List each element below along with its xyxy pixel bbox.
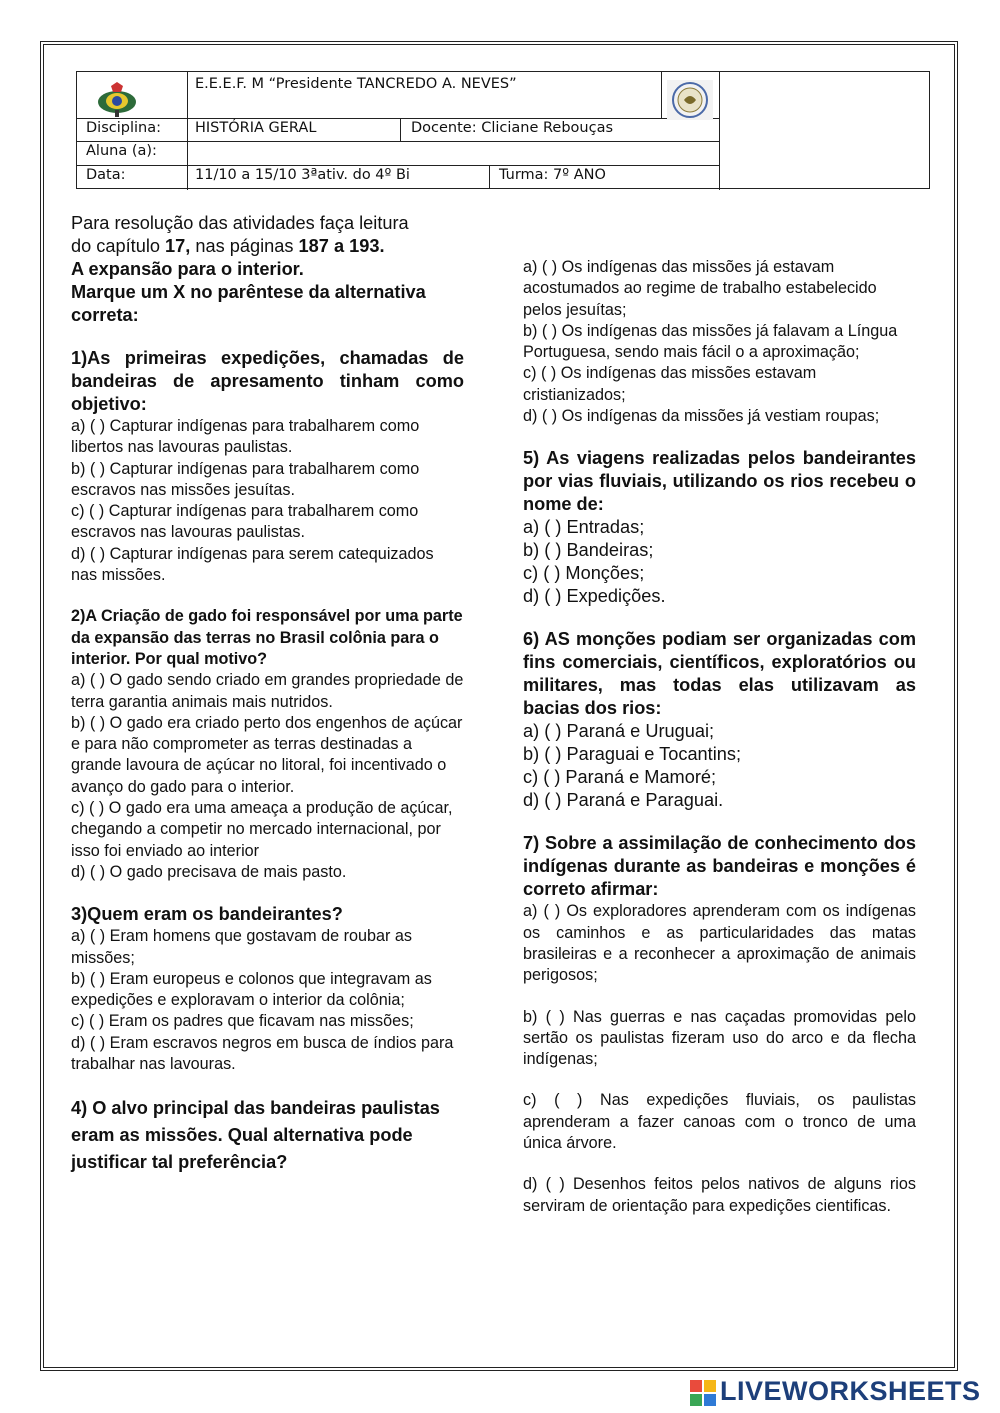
disciplina-label: Disciplina: (86, 120, 161, 136)
intro-topic: A expansão para o interior. (71, 259, 304, 279)
q1-option-b[interactable]: b) ( ) Capturar indígenas para trabalharem como escravos nas missões jesuítas. (71, 459, 420, 499)
q6-option-c[interactable]: c) ( ) Paraná e Mamoré; (523, 767, 717, 788)
q2-option-a[interactable]: a) ( ) O gado sendo criado em grandes propriedade de terra garantia animais mais nutridos. (71, 671, 464, 711)
q6-question: 6) AS monções podiam ser organizadas com fins comerciais, científicos, exploratórios ou militares, mas todas elas utilizavam as bacias dos rios: (523, 629, 916, 719)
q5-option-c[interactable]: c) ( ) Monções; (523, 563, 645, 584)
q4-option-d[interactable]: d) ( ) Os indígenas da missões já vestiam roupas; (523, 407, 880, 426)
q6-option-d[interactable]: d) ( ) Paraná e Paraguai. (523, 790, 724, 811)
school-crest-icon (95, 80, 139, 118)
q2-option-d[interactable]: d) ( ) O gado precisava de mais pasto. (71, 862, 347, 881)
intro-line-2: do capítulo 17, nas páginas 187 a 193. (71, 236, 385, 256)
q3-option-c[interactable]: c) ( ) Eram os padres que ficavam nas missões; (71, 1012, 414, 1031)
q1-option-d[interactable]: d) ( ) Capturar indígenas para serem catequizados nas missões. (71, 544, 434, 585)
q3-option-d[interactable]: d) ( ) Eram escravos negros em busca de índios para trabalhar nas lavouras. (71, 1033, 454, 1074)
data-value: 11/10 a 15/10 3ªativ. do 4º Bi (195, 167, 410, 183)
q4-question: 4) O alvo principal das bandeiras paulistas eram as missões. Qual alternativa pode justificar tal preferência? (71, 1098, 440, 1173)
q7-option-d[interactable]: d) ( ) Desenhos feitos pelos nativos de alguns rios serviram de orientação para expedições cientificas. (523, 1175, 916, 1215)
q6-option-a[interactable]: a) ( ) Paraná e Uruguai; (523, 721, 715, 742)
q7-option-b[interactable]: b) ( ) Nas guerras e nas caçadas promovidas pelo sertão os paulistas fizeram uso do arco e da flecha indígenas; (523, 1007, 916, 1069)
q4-option-c[interactable]: c) ( ) Os indígenas das missões estavam cristianizados; (523, 364, 817, 404)
docente-value: Docente: Cliciane Rebouças (411, 120, 614, 136)
q7-question: 7) Sobre a assimilação de conhecimento dos indígenas durante as bandeiras e monções é correto afirmar: (523, 833, 916, 900)
intro-line-1: Para resolução das atividades faça leitura (71, 213, 409, 233)
q2-option-c[interactable]: c) ( ) O gado era uma ameaça a produção de açúcar, chegando a competir no mercado internacional, por isso foi enviado ao interior (71, 799, 453, 860)
q4-option-a[interactable]: a) ( ) Os indígenas das missões já estavam acostumados ao regime de trabalho estabelecido pelos jesuítas; (523, 258, 877, 319)
disciplina-value: HISTÓRIA GERAL (195, 120, 317, 136)
q2-question: 2)A Criação de gado foi responsável por uma parte da expansão das terras no Brasil colônia para o interior. Por qual motivo? (71, 607, 463, 668)
emblem-icon (667, 80, 713, 120)
q3-question: 3)Quem eram os bandeirantes? (71, 904, 343, 925)
data-label: Data: (86, 167, 126, 183)
intro-instruction: Marque um X no parêntese da alternativa correta: (71, 282, 426, 325)
q1-question: 1)As primeiras expedições, chamadas de bandeiras de apresamento tinham como objetivo: (71, 348, 464, 414)
q5-option-a[interactable]: a) ( ) Entradas; (523, 517, 645, 538)
q1-option-c[interactable]: c) ( ) Capturar indígenas para trabalharem como escravos nas lavouras paulistas. (71, 502, 419, 542)
aluna-label: Aluna (a): (86, 143, 157, 159)
q7-option-a[interactable]: a) ( ) Os exploradores aprenderam com os indígenas os caminhos e as particularidades das matas brasileiras e a reconhecer a aproximação de animais perigosos; (523, 902, 916, 985)
liveworksheets-brand[interactable]: LIVEWORKSHEETS (720, 1376, 981, 1406)
q2-option-b[interactable]: b) ( ) O gado era criado perto dos engenhos de açúcar e para não comprometer as terras destinadas a grande lavoura de açúcar no litoral, foi incentivado o avanço do gado para o interior. (71, 713, 463, 796)
q1-option-a[interactable]: a) ( ) Capturar indígenas para trabalharem como libertos nas lavouras paulistas. (71, 417, 420, 457)
q3-option-a[interactable]: a) ( ) Eram homens que gostavam de roubar as missões; (71, 927, 412, 967)
q3-option-b[interactable]: b) ( ) Eram europeus e colonos que integravam as expedições e exploravam o interior da colônia; (71, 969, 432, 1010)
q6-option-b[interactable]: b) ( ) Paraguai e Tocantins; (523, 744, 742, 765)
q5-option-d[interactable]: d) ( ) Expedições. (523, 586, 666, 607)
right-column (523, 257, 916, 1217)
q5-question: 5) As viagens realizadas pelos bandeirantes por vias fluviais, utilizando os rios recebeu o nome de: (523, 448, 916, 515)
q5-option-b[interactable]: b) ( ) Bandeiras; (523, 540, 654, 561)
liveworksheets-logo-icon (690, 1380, 718, 1406)
school-name: E.E.E.F. M “Presidente TANCREDO A. NEVES” (195, 76, 517, 92)
turma-value: Turma: 7º ANO (499, 167, 606, 183)
q4-option-b[interactable]: b) ( ) Os indígenas das missões já falavam a Língua Portuguesa, sendo mais fácil o a aproximação; (523, 321, 898, 362)
header-table (76, 71, 930, 189)
q7-option-c[interactable]: c) ( ) Nas expedições fluviais, os paulistas aprenderam a fazer canoas com o tronco de uma única árvore. (523, 1091, 916, 1153)
left-column (71, 212, 464, 1176)
